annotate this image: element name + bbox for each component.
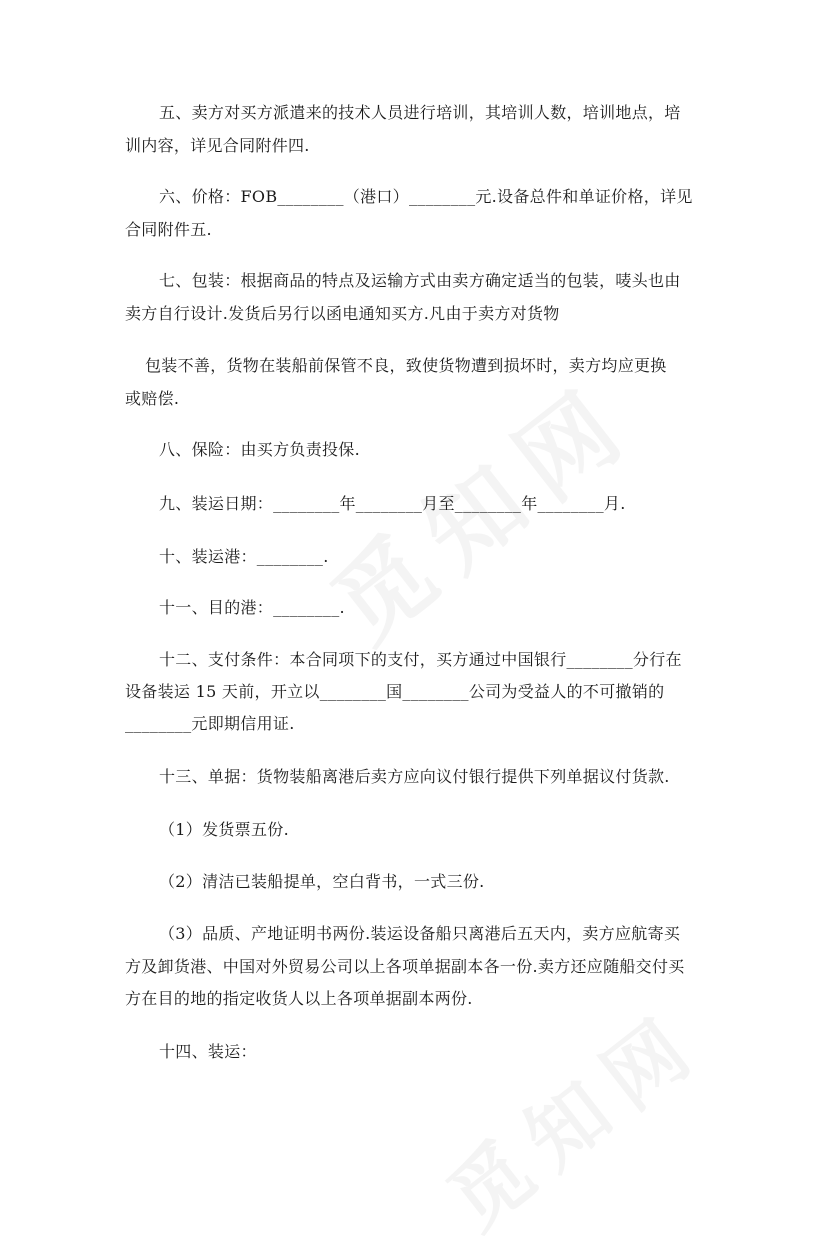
para-13-3-line-3: 方在目的地的指定收货人以上各项单据副本两份. (125, 989, 473, 1008)
para-7-line-1: 七、包装：根据商品的特点及运输方式由卖方确定适当的包装，唛头也由 (159, 271, 681, 290)
para-7b-line-2: 或赔偿. (125, 389, 180, 408)
para-13-3-line-1: （3）品质、产地证明书两份.装运设备船只离港后五天内，卖方应航寄买 (159, 924, 681, 943)
para-13-line-1: 十三、单据：货物装船离港后卖方应向议付银行提供下列单据议付货款. (159, 767, 670, 786)
para-12-line-1: 十二、支付条件：本合同项下的支付，买方通过中国银行________分行在 (159, 650, 682, 669)
para-11-line-1: 十一、目的港：________. (159, 598, 345, 617)
para-10-line-1: 十、装运港：________. (159, 547, 329, 566)
para-12-line-2: 设备装运 15 天前，开立以________国________公司为受益人的不可撤销的 (125, 682, 665, 701)
para-6-line-2: 合同附件五. (125, 220, 212, 239)
para-13-2-line-1: （2）清洁已装船提单，空白背书，一式三份. (159, 872, 485, 891)
para-7-line-2: 卖方自行设计.发货后另行以函电通知买方.凡由于卖方对货物 (125, 304, 560, 323)
para-13-3-line-2: 方及卸货港、中国对外贸易公司以上各项单据副本各一份.卖方还应随船交付买 (125, 957, 685, 976)
para-5-line-1: 五、卖方对买方派遣来的技术人员进行培训，其培训人数，培训地点，培 (159, 103, 681, 122)
para-8-line-1: 八、保险：由买方负责投保. (159, 440, 360, 459)
watermark-bottom (420, 979, 722, 1251)
para-7b-line-1: 包装不善，货物在装船前保管不良，致使货物遭到损坏时，卖方均应更换 (145, 356, 667, 375)
para-5-line-2: 训内容，详见合同附件四. (125, 136, 310, 155)
para-6-line-1: 六、价格：FOB________（港口）________元.设备总件和单证价格，详见 (159, 187, 693, 206)
para-14-line-1: 十四、装运： (159, 1042, 257, 1061)
para-9-line-1: 九、装运日期：________年________月至________年________月. (159, 494, 626, 513)
para-12-line-3: ________元即期信用证. (125, 714, 295, 733)
para-13-1-line-1: （1）发货票五份. (159, 820, 289, 839)
